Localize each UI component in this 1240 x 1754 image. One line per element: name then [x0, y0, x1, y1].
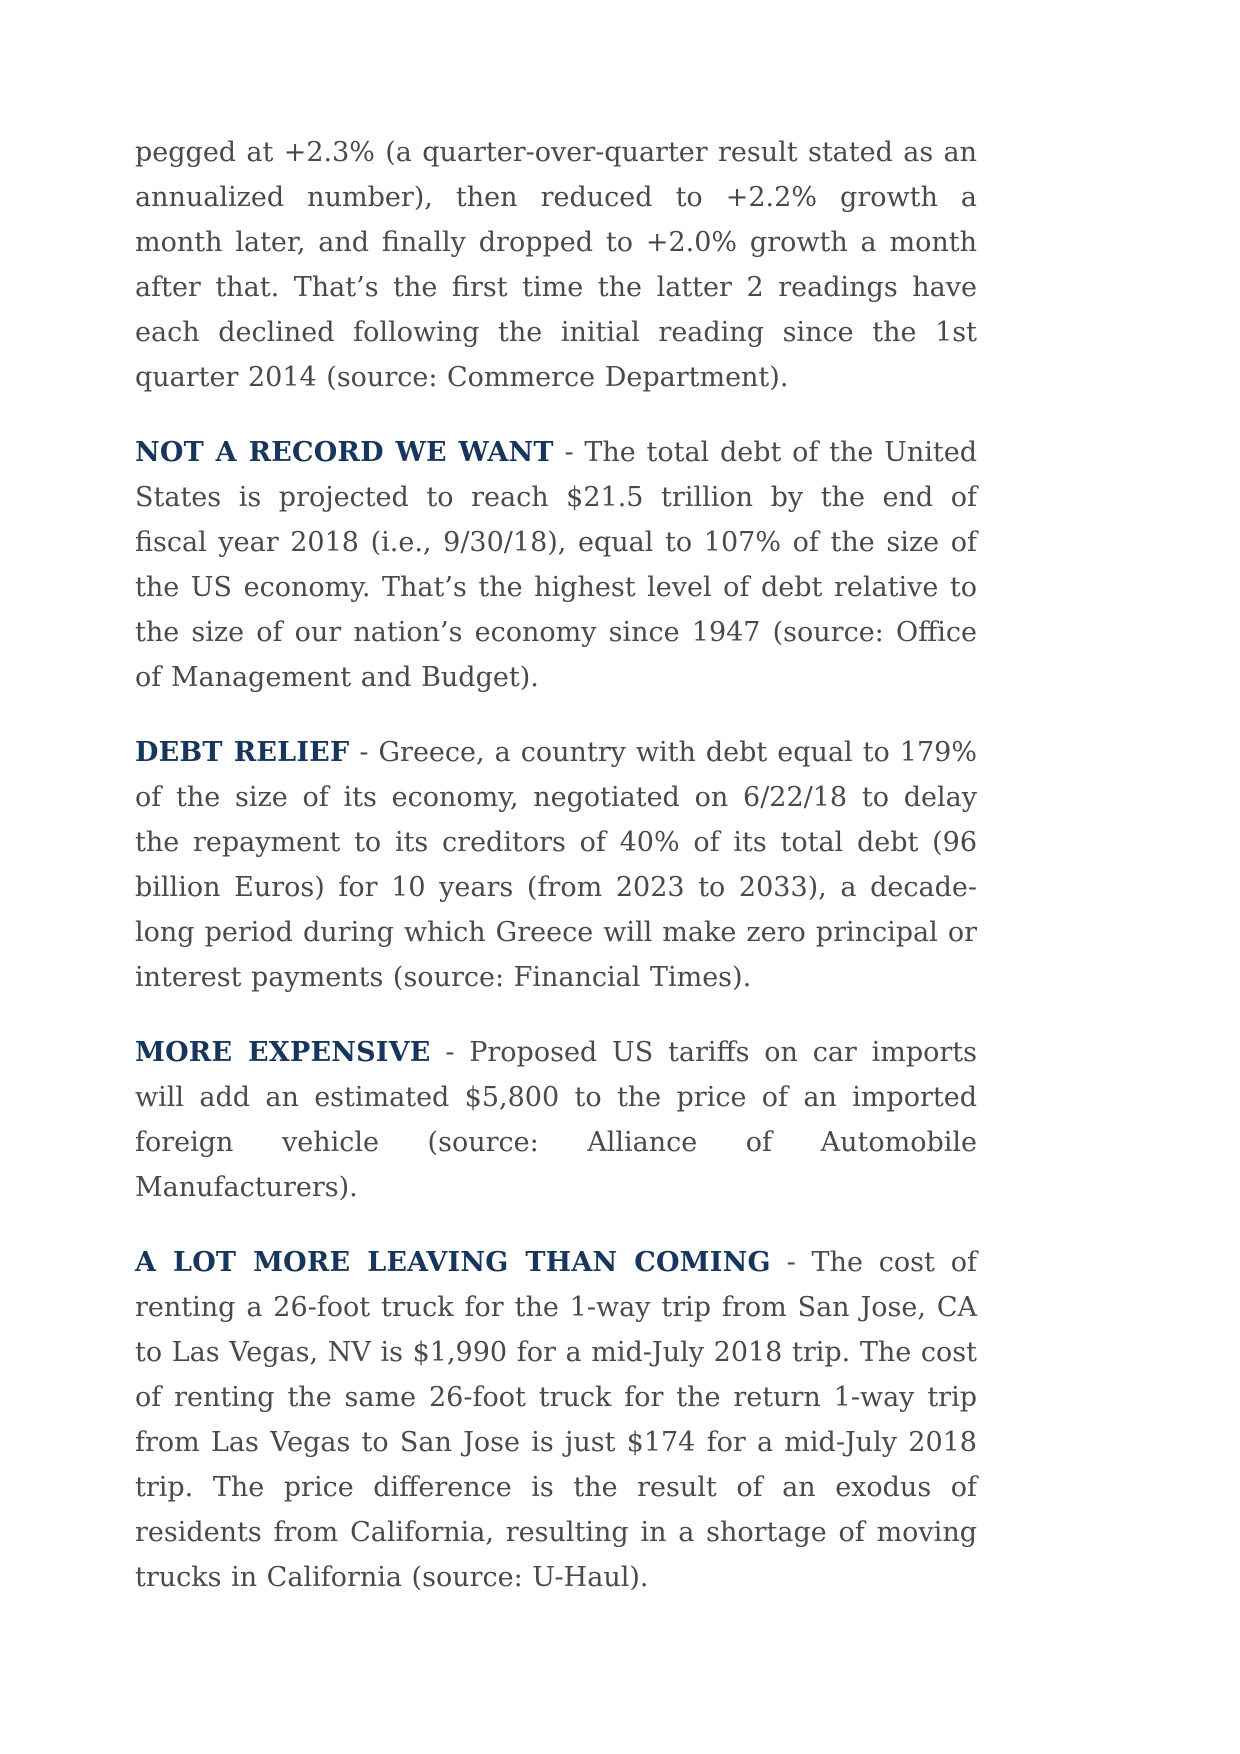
paragraph-body: - The cost of renting a 26-foot truck for the 1-way trip from San Jose, CA to Las Vegas, NV is $1,990 for a mid-July 2018 trip. The cost of renting the same 26-foot truck for the return 1-way trip from Las Vegas to San Jose is just $174 for a mid-July 2018 trip. The price difference is the result of an exodus of residents from California, resulting in a shortage of moving trucks in California (source: U-Haul). [135, 1247, 977, 1593]
paragraph-heading: DEBT RELIEF [135, 737, 350, 768]
paragraph-body: - Greece, a country with debt equal to 179% of the size of its economy, negotiated on 6/22/18 to delay the repayment to its creditors of 40% of its total debt (96 billion Euros) for 10 years (from 2023 to 2033), a decade-long period during which Greece will make zero principal or interest payments (source: Financial Times). [135, 737, 977, 993]
paragraph-heading: MORE EXPENSIVE [135, 1037, 431, 1068]
paragraph [135, 1240, 977, 1600]
paragraph [135, 130, 977, 400]
paragraph-body: - The total debt of the United States is projected to reach $21.5 trillion by the end of fiscal year 2018 (i.e., 9/30/18), equal to 107% of the size of the US economy. That’s the highest level of debt relative to the size of our nation’s economy since 1947 (source: Office of Management and Budget). [135, 437, 977, 693]
paragraph [135, 730, 977, 1000]
paragraph [135, 1030, 977, 1210]
document-content [135, 130, 977, 1630]
paragraph-body: - Proposed US tariffs on car imports will add an estimated $5,800 to the price of an imported foreign vehicle (source: Alliance of Automobile Manufacturers). [135, 1037, 977, 1203]
paragraph-heading: A LOT MORE LEAVING THAN COMING [135, 1247, 771, 1278]
paragraph-body: pegged at +2.3% (a quarter-over-quarter result stated as an annualized number), then reduced to +2.2% growth a month later, and finally dropped to +2.0% growth a month after that. That’s the first time the latter 2 readings have each declined following the initial reading since the 1st quarter 2014 (source: Commerce Department). [135, 137, 977, 393]
paragraph [135, 430, 977, 700]
paragraph-heading: NOT A RECORD WE WANT [135, 437, 554, 468]
